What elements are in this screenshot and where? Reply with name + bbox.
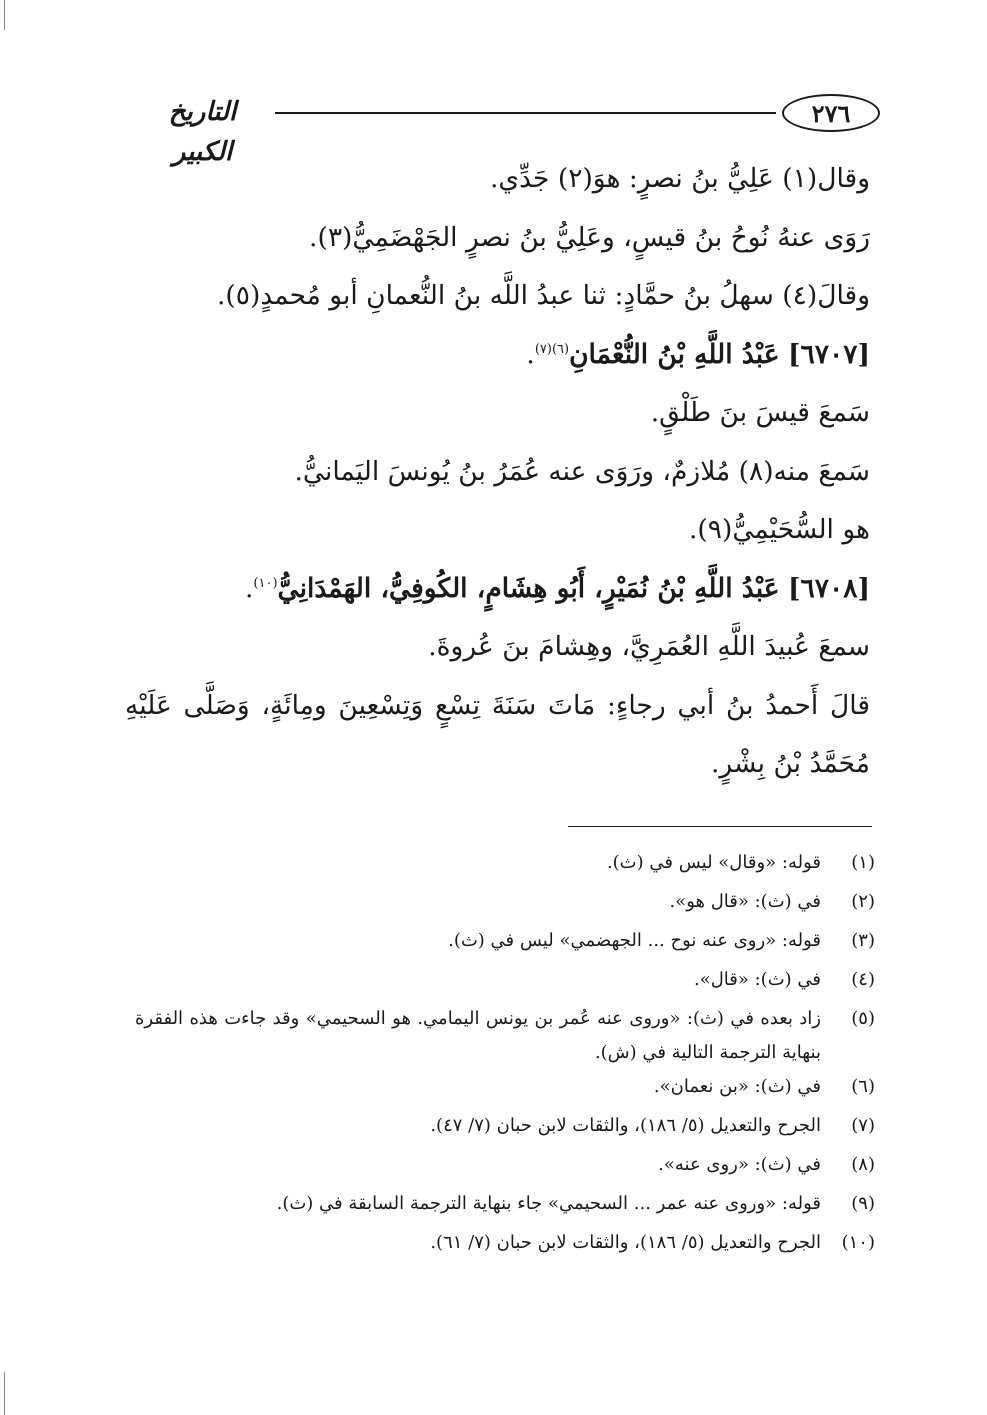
- entry-heading-6708: [125, 560, 870, 619]
- footnote-item: [135, 963, 875, 1002]
- footnote-item: [135, 1187, 875, 1226]
- footnote-item: [135, 846, 875, 885]
- footnote-text: قوله: «وقال» ليس في (ث).: [606, 852, 821, 873]
- scan-edge-mark-top: [4, 0, 5, 30]
- footnote-item: [135, 1226, 875, 1265]
- body-line: رَوَى عنهُ نُوحُ بنُ قيسٍ، وعَلِيُّ بنُ نصرٍ الجَهْضَمِيُّ(٣).: [309, 221, 870, 253]
- footnote-number: (٩): [851, 1193, 875, 1214]
- footnote-item: [135, 924, 875, 963]
- body-line: وقالَ(٤) سهلُ بنُ حمَّادٍ: ثنا عبدُ اللَّه بنُ النُّعمانِ أبو مُحمدٍ(٥).: [217, 280, 870, 311]
- footnote-text: الجرح والتعديل (٥/ ١٨٦)، والثقات لابن حبان (٧/ ٦١).: [430, 1232, 821, 1253]
- page-header: [135, 92, 880, 167]
- footnote-item: [135, 885, 875, 924]
- body-line: سَمعَ قيسَ بنَ طَلْقٍ.: [650, 397, 870, 428]
- footnote-text: الجرح والتعديل (٥/ ١٨٦)، والثقات لابن حبان (٧/ ٤٧).: [430, 1115, 821, 1136]
- footnote-text: في (ث): «قال».: [693, 969, 821, 990]
- footnote-number: (٦): [851, 1076, 875, 1097]
- footnote-item: [135, 1070, 875, 1109]
- scan-edge-mark-bottom: [4, 1372, 5, 1415]
- footnote-ref: (٦)(٧): [534, 341, 570, 357]
- footnote-number: (٢): [851, 891, 875, 912]
- entry-end: .: [244, 572, 254, 604]
- entry-number: [٦٧٠٨]: [787, 572, 870, 604]
- footnote-item: [135, 1148, 875, 1187]
- footnote-ref: (١٠): [253, 575, 278, 591]
- footnote-item: [135, 1109, 875, 1148]
- footnote-text: زاد بعده في (ث): «وروى عنه عُمر بن يونس اليمامي. هو السحيمي» وقد جاءت هذه الفقرة بنهاية الترجمة التالية في (ش).: [135, 1008, 821, 1063]
- footnote-number: (٥): [851, 1008, 875, 1029]
- footnotes: [135, 846, 875, 1265]
- body-line: وقال(١) عَلِيُّ بنُ نصرٍ: هوَ(٢) جَدِّي.: [489, 163, 870, 194]
- footnote-number: (٤): [851, 969, 875, 990]
- footnote-number: (١): [851, 852, 875, 873]
- footnote-separator: [568, 826, 872, 827]
- entry-heading-6707: [125, 326, 870, 385]
- footnote-number: (١٠): [841, 1232, 875, 1253]
- footnote-text: في (ث): «قال هو».: [669, 891, 821, 912]
- footnote-text: قوله: «روى عنه نوح ... الجهضمي» ليس في (ث).: [448, 930, 821, 951]
- footnote-number: (٨): [851, 1154, 875, 1175]
- entry-name: عَبْدُ اللَّهِ بْنُ نُمَيْرٍ، أَبُو هِشَامٍ، الكُوفِيُّ، الهَمْدَانِيُّ: [277, 572, 780, 604]
- running-title: التاريخ الكبير: [168, 97, 237, 167]
- entry-end: .: [526, 338, 535, 370]
- entry-number: [٦٧٠٧]: [787, 338, 870, 370]
- main-text: [125, 150, 870, 794]
- footnote-text: قوله: «وروى عنه عمر ... السحيمي» جاء بنهاية الترجمة السابقة في (ث).: [276, 1193, 821, 1214]
- header-rule: [275, 112, 776, 114]
- footnote-text: في (ث): «روى عنه».: [658, 1154, 821, 1175]
- entry-name: عَبْدُ اللَّهِ بْنُ النُّعْمَانِ: [569, 338, 780, 370]
- page-number: [782, 94, 880, 132]
- body-line: مُحَمَّدُ بْنُ بِشْرٍ.: [711, 748, 870, 779]
- footnote-number: (٣): [851, 930, 875, 951]
- body-line: سَمعَ منه(٨) مُلازمٌ، ورَوَى عنه عُمَرُ بنُ يُونسَ اليَمانيُّ.: [294, 455, 870, 487]
- footnote-number: (٧): [851, 1115, 875, 1136]
- footnote-text: في (ث): «بن نعمان».: [653, 1076, 821, 1097]
- footnote-item: [135, 1002, 875, 1070]
- body-line: هو السُّحَيْمِيُّ(٩).: [688, 514, 870, 545]
- page-number-text: ٢٧٦: [811, 98, 851, 128]
- body-line: قالَ أَحمدُ بنُ أبي رجاءٍ: مَاتَ سَنَةَ تِسْعٍ وَتِسْعِينَ ومِائَةٍ، وَصَلَّى عَلَيْهِ: [125, 689, 870, 721]
- body-line: سمعَ عُبيدَ اللَّهِ العُمَرِيَّ، وهِشامَ بنَ عُروةَ.: [428, 631, 870, 662]
